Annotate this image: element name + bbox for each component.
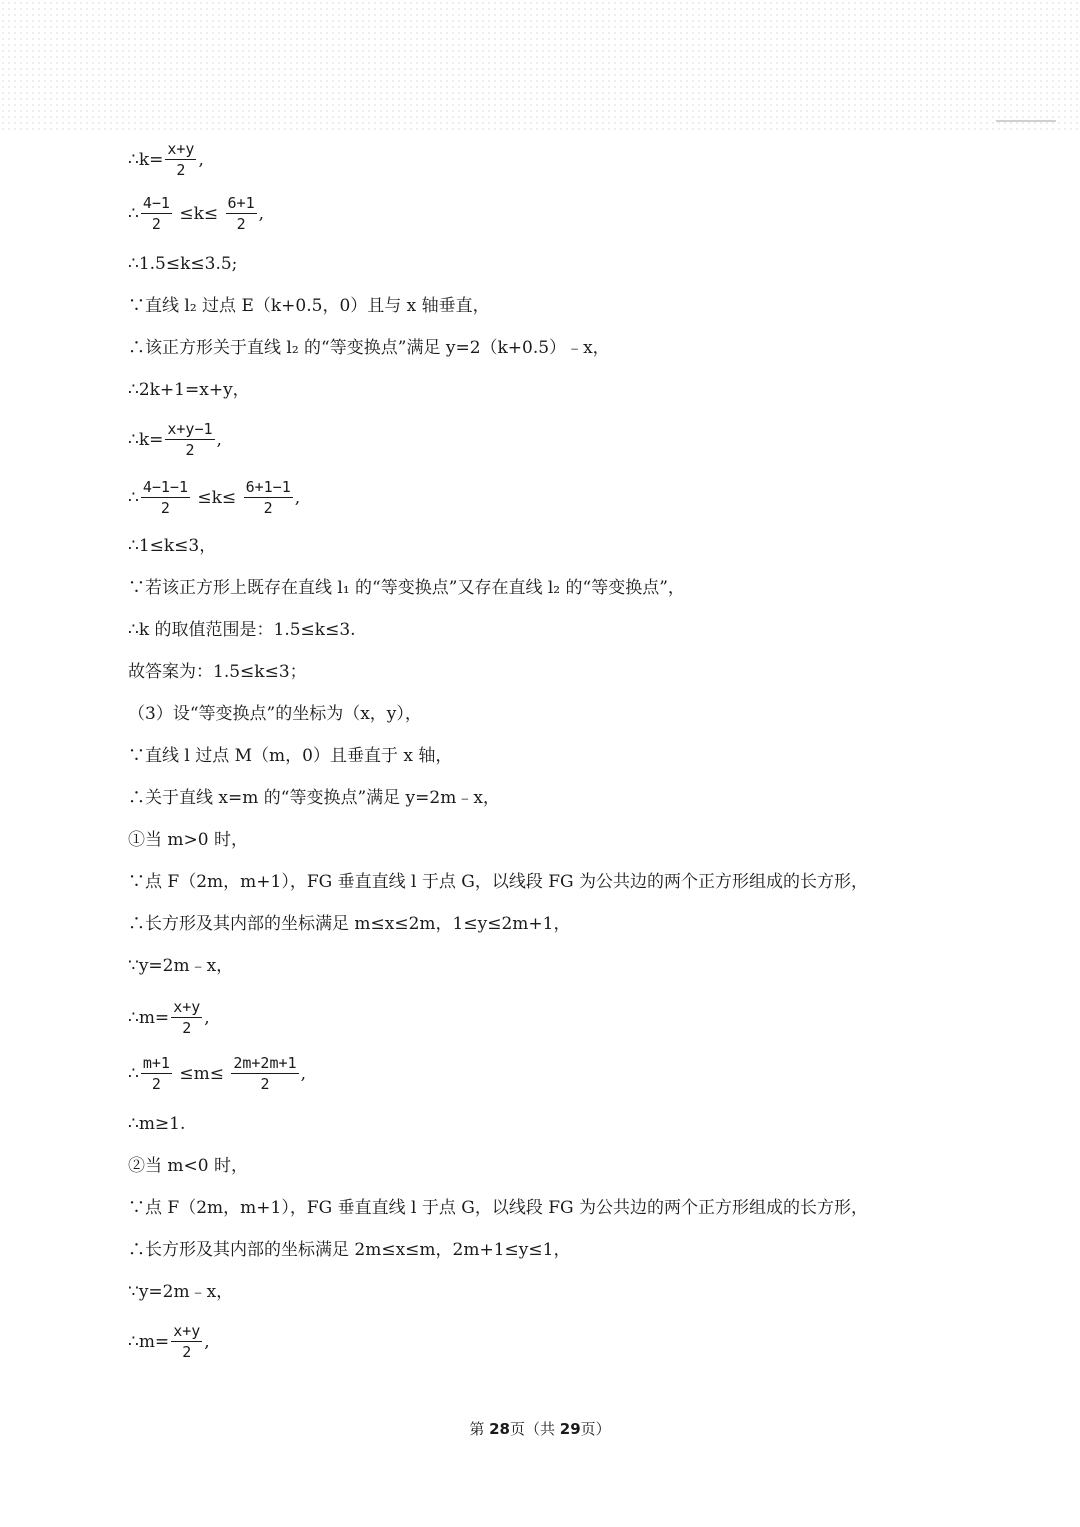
text-line: ∵直线 l 过点 M（m，0）且垂直于 x 轴， [128, 746, 453, 766]
text-line: ∴2k+1=x+y， [128, 380, 250, 400]
line-prefix: ∴m= [128, 1331, 170, 1352]
fraction-denominator: 2 [263, 499, 273, 517]
text-line: ∵y=2m﹣x， [128, 1282, 234, 1302]
text-line: ∴关于直线 x=m 的“等变换点”满足 y=2m﹣x， [128, 788, 500, 808]
text-line: ∵点 F（2m，m+1），FG 垂直直线 l 于点 G，以线段 FG 为公共边的两个正方形组成的长方形， [128, 872, 869, 892]
fraction-numerator: 4−1−1 [142, 478, 188, 496]
text-line: ∴长方形及其内部的坐标满足 m≤x≤2m，1≤y≤2m+1， [128, 914, 571, 934]
scan-noise-band [0, 0, 1080, 130]
line-prefix: ∴k= [128, 149, 164, 170]
text-line: ②当 m<0 时， [128, 1156, 248, 1176]
fraction-denominator: 2 [182, 1019, 192, 1037]
fraction-numerator: x+y [173, 1322, 201, 1340]
footer-suffix: 页） [580, 1420, 611, 1438]
text-line: 故答案为：1.5≤k≤3； [128, 662, 307, 682]
math-line [128, 1056, 306, 1092]
fraction [165, 422, 214, 458]
fraction-denominator: 2 [185, 441, 195, 459]
fraction-denominator: 2 [260, 1075, 270, 1093]
line-suffix: , [294, 487, 301, 508]
line-suffix: , [198, 149, 204, 170]
fraction-numerator: x+y [173, 998, 201, 1016]
fraction [244, 480, 293, 516]
math-line [128, 142, 204, 178]
text-line: ∴1≤k≤3， [128, 536, 217, 556]
text-line: ∵点 F（2m，m+1），FG 垂直直线 l 于点 G，以线段 FG 为公共边的两个正方形组成的长方形， [128, 1198, 869, 1218]
fraction-numerator: 4−1 [142, 194, 170, 212]
line-prefix: ∴ [128, 487, 139, 508]
line-suffix: , [204, 1007, 210, 1028]
text-line: ∴该正方形关于直线 l₂ 的“等变换点”满足 y=2（k+0.5）﹣x， [128, 338, 610, 358]
fraction-denominator: 2 [151, 215, 161, 233]
line-suffix: , [300, 1063, 306, 1084]
math-line [128, 1324, 210, 1360]
footer-middle: 页（共 [509, 1420, 560, 1438]
text-line: ∵若该正方形上既存在直线 l₁ 的“等变换点”又存在直线 l₂ 的“等变换点”， [128, 578, 685, 598]
math-line [128, 1000, 210, 1036]
fraction-numerator: 6+1 [227, 194, 255, 212]
footer-total-pages: 29 [559, 1420, 581, 1438]
line-middle: ≤k≤ [191, 487, 242, 508]
fraction-numerator: 2m+2m+1 [233, 1054, 297, 1072]
line-suffix: , [258, 203, 265, 224]
line-middle: ≤k≤ [173, 203, 224, 224]
line-suffix: , [204, 1331, 210, 1352]
text-line: （3）设“等变换点”的坐标为（x，y）， [128, 704, 422, 724]
fraction-denominator: 2 [151, 1075, 161, 1093]
footer-page-number: 28 [489, 1420, 510, 1438]
line-prefix: ∴ [128, 1063, 139, 1084]
fraction-numerator: 6+1−1 [245, 478, 291, 496]
fraction [231, 1056, 298, 1092]
fraction-denominator: 2 [236, 215, 246, 233]
text-line: ∴k 的取值范围是：1.5≤k≤3. [128, 620, 356, 640]
line-prefix: ∴ [128, 203, 139, 224]
line-middle: ≤m≤ [173, 1063, 230, 1084]
line-suffix: , [216, 429, 222, 450]
page-footer [0, 1418, 1080, 1439]
fraction [141, 196, 172, 232]
fraction-denominator: 2 [160, 499, 170, 517]
fraction [226, 196, 257, 232]
fraction-denominator: 2 [176, 161, 186, 179]
math-line [128, 196, 264, 232]
text-line: ∴m≥1. [128, 1114, 186, 1134]
text-line: ∴1.5≤k≤3.5; [128, 254, 238, 274]
fraction [171, 1000, 202, 1036]
math-line [128, 422, 222, 458]
fraction-numerator: x+y−1 [167, 420, 213, 438]
fraction [165, 142, 196, 178]
text-line: ∵直线 l₂ 过点 E（k+0.5，0）且与 x 轴垂直， [128, 296, 490, 316]
fraction-denominator: 2 [182, 1343, 192, 1361]
footer-prefix: 第 [469, 1420, 490, 1438]
fraction [171, 1324, 202, 1360]
header-mark [996, 120, 1056, 122]
line-prefix: ∴m= [128, 1007, 170, 1028]
line-prefix: ∴k= [128, 429, 164, 450]
text-line: ∵y=2m﹣x， [128, 956, 234, 976]
math-line [128, 480, 300, 516]
text-line: ∴长方形及其内部的坐标满足 2m≤x≤m，2m+1≤y≤1， [128, 1240, 571, 1260]
fraction [141, 1056, 172, 1092]
fraction-numerator: x+y [167, 140, 195, 158]
fraction [141, 480, 190, 516]
fraction-numerator: m+1 [142, 1054, 170, 1072]
text-line: ①当 m>0 时， [128, 830, 248, 850]
